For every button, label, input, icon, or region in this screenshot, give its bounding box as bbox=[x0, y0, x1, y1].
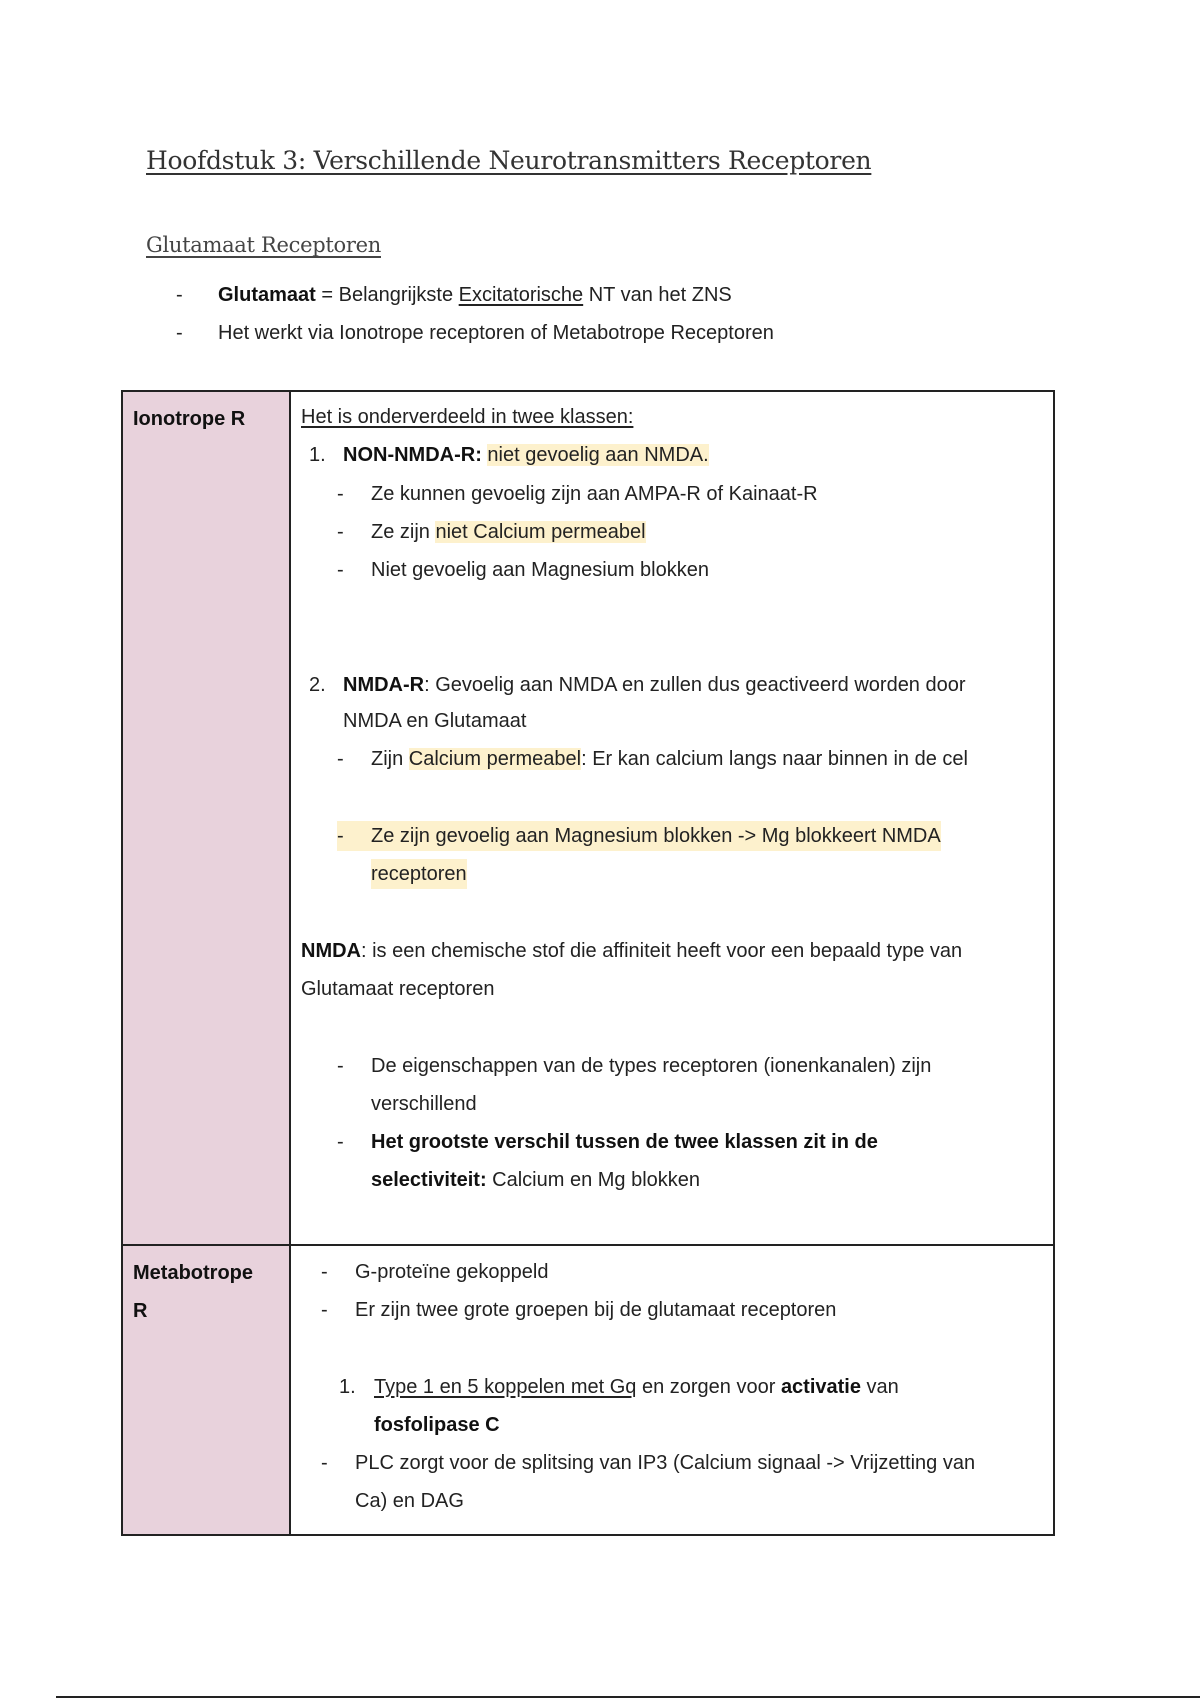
underlined-text: Type 1 en 5 koppelen met Gq bbox=[374, 1376, 637, 1398]
list-item: PLC zorgt voor de splitsing van IP3 (Calcium signaal -> Vrijzetting van bbox=[355, 1452, 976, 1474]
table-row-metabotrope bbox=[122, 1245, 1054, 1535]
term-selectiviteit: selectiviteit: bbox=[371, 1169, 487, 1191]
list-item: G-proteïne gekoppeld bbox=[355, 1261, 549, 1283]
bullet-dash: - bbox=[321, 1261, 328, 1283]
bullet-dash: - bbox=[176, 284, 183, 306]
list-item-text: : Er kan calcium langs naar binnen in de cel bbox=[581, 748, 968, 770]
term-activatie: activatie bbox=[780, 1376, 861, 1398]
list-item: verschillend bbox=[371, 1093, 477, 1115]
highlight-text: receptoren bbox=[371, 859, 467, 889]
bullet-dash: - bbox=[337, 821, 375, 851]
list-item-text: Calcium en Mg blokken bbox=[486, 1169, 701, 1191]
intro-text: = Belangrijkste bbox=[315, 284, 459, 306]
list-item bbox=[374, 1372, 899, 1402]
intro-list bbox=[176, 276, 774, 352]
nmda-definition bbox=[301, 936, 962, 966]
list-item-text: en zorgen voor bbox=[636, 1376, 781, 1398]
list-item-text: NMDA en Glutamaat bbox=[343, 710, 527, 732]
list-item: Ze kunnen gevoelig zijn aan AMPA-R of Kainaat-R bbox=[371, 483, 818, 505]
list-item-text: van bbox=[861, 1376, 899, 1398]
nmda-r-line bbox=[343, 670, 966, 700]
list-item bbox=[371, 744, 968, 774]
intro-item-glutamaat bbox=[176, 276, 774, 314]
list-item: Er zijn twee grote groepen bij de glutamaat receptoren bbox=[355, 1299, 837, 1321]
highlight-text: niet gevoelig aan NMDA. bbox=[487, 444, 709, 466]
bullet-dash: - bbox=[321, 1299, 328, 1321]
list-item-text: Ze zijn bbox=[371, 521, 436, 543]
intro-text: NT van het ZNS bbox=[583, 284, 732, 306]
list-item bbox=[371, 1127, 878, 1157]
page-title: Hoofdstuk 3: Verschillende Neurotransmitters Receptoren bbox=[146, 146, 872, 175]
list-number: 1. bbox=[309, 444, 326, 466]
highlight-text: Ze zijn gevoelig aan Magnesium blokken -> Mg blokkeert NMDA bbox=[371, 821, 941, 851]
list-number: 1. bbox=[339, 1376, 356, 1398]
non-nmda-line bbox=[343, 440, 709, 470]
term-excitatorische: Excitatorische bbox=[458, 284, 584, 306]
receptor-table bbox=[121, 390, 1055, 1536]
section-title: Glutamaat Receptoren bbox=[146, 233, 381, 257]
row-header-label: Metabotrope bbox=[133, 1262, 253, 1284]
table-row-ionotrope bbox=[122, 391, 1054, 1245]
bullet-dash: - bbox=[337, 483, 344, 505]
term-non-nmda: NON-NMDA-R: bbox=[343, 444, 482, 466]
row-header-metabotrope bbox=[122, 1245, 290, 1535]
bullet-dash: - bbox=[337, 521, 344, 543]
cell-ionotrope bbox=[290, 391, 1054, 1245]
term-nmda: NMDA bbox=[301, 940, 361, 962]
intro-item-receptors bbox=[176, 314, 774, 352]
list-item: De eigenschappen van de types receptoren (ionenkanalen) zijn bbox=[371, 1055, 932, 1077]
bullet-dash: - bbox=[337, 1055, 344, 1077]
bullet-dash: - bbox=[337, 748, 344, 770]
cell-metabotrope bbox=[290, 1245, 1054, 1535]
page-bottom-rule bbox=[56, 1696, 1200, 1698]
highlight-text: niet Calcium permeabel bbox=[435, 521, 646, 543]
term-nmda-r: NMDA-R bbox=[343, 674, 425, 696]
term-fosfolipase: fosfolipase C bbox=[374, 1414, 500, 1436]
list-item-text: Zijn bbox=[371, 748, 409, 770]
row-header-label: Ionotrope R bbox=[133, 408, 246, 430]
term-glutamaat: Glutamaat bbox=[218, 284, 316, 306]
list-item bbox=[374, 1410, 500, 1440]
bullet-dash: - bbox=[337, 559, 344, 581]
bullet-dash: - bbox=[176, 322, 183, 344]
classes-heading: Het is onderverdeeld in twee klassen: bbox=[301, 406, 634, 428]
list-item-text: : Gevoelig aan NMDA en zullen dus geactiveerd worden door bbox=[424, 674, 966, 696]
row-header-ionotrope bbox=[122, 391, 290, 1245]
definition-text: Glutamaat receptoren bbox=[301, 978, 495, 1000]
bold-text: Het grootste verschil tussen de twee klassen zit in de bbox=[371, 1131, 878, 1153]
highlight-text: Calcium permeabel bbox=[408, 748, 582, 770]
list-item bbox=[371, 1165, 700, 1195]
bullet-dash: - bbox=[321, 1452, 328, 1474]
list-item: Ca) en DAG bbox=[355, 1490, 464, 1512]
row-header-label: R bbox=[133, 1300, 148, 1322]
definition-text: : is een chemische stof die affiniteit heeft voor een bepaald type van bbox=[361, 940, 963, 962]
bullet-dash: - bbox=[337, 1131, 344, 1153]
intro-text: Het werkt via Ionotrope receptoren of Metabotrope Receptoren bbox=[218, 322, 774, 344]
list-item bbox=[371, 517, 646, 547]
list-item: Niet gevoelig aan Magnesium blokken bbox=[371, 559, 709, 581]
list-number: 2. bbox=[309, 674, 326, 696]
